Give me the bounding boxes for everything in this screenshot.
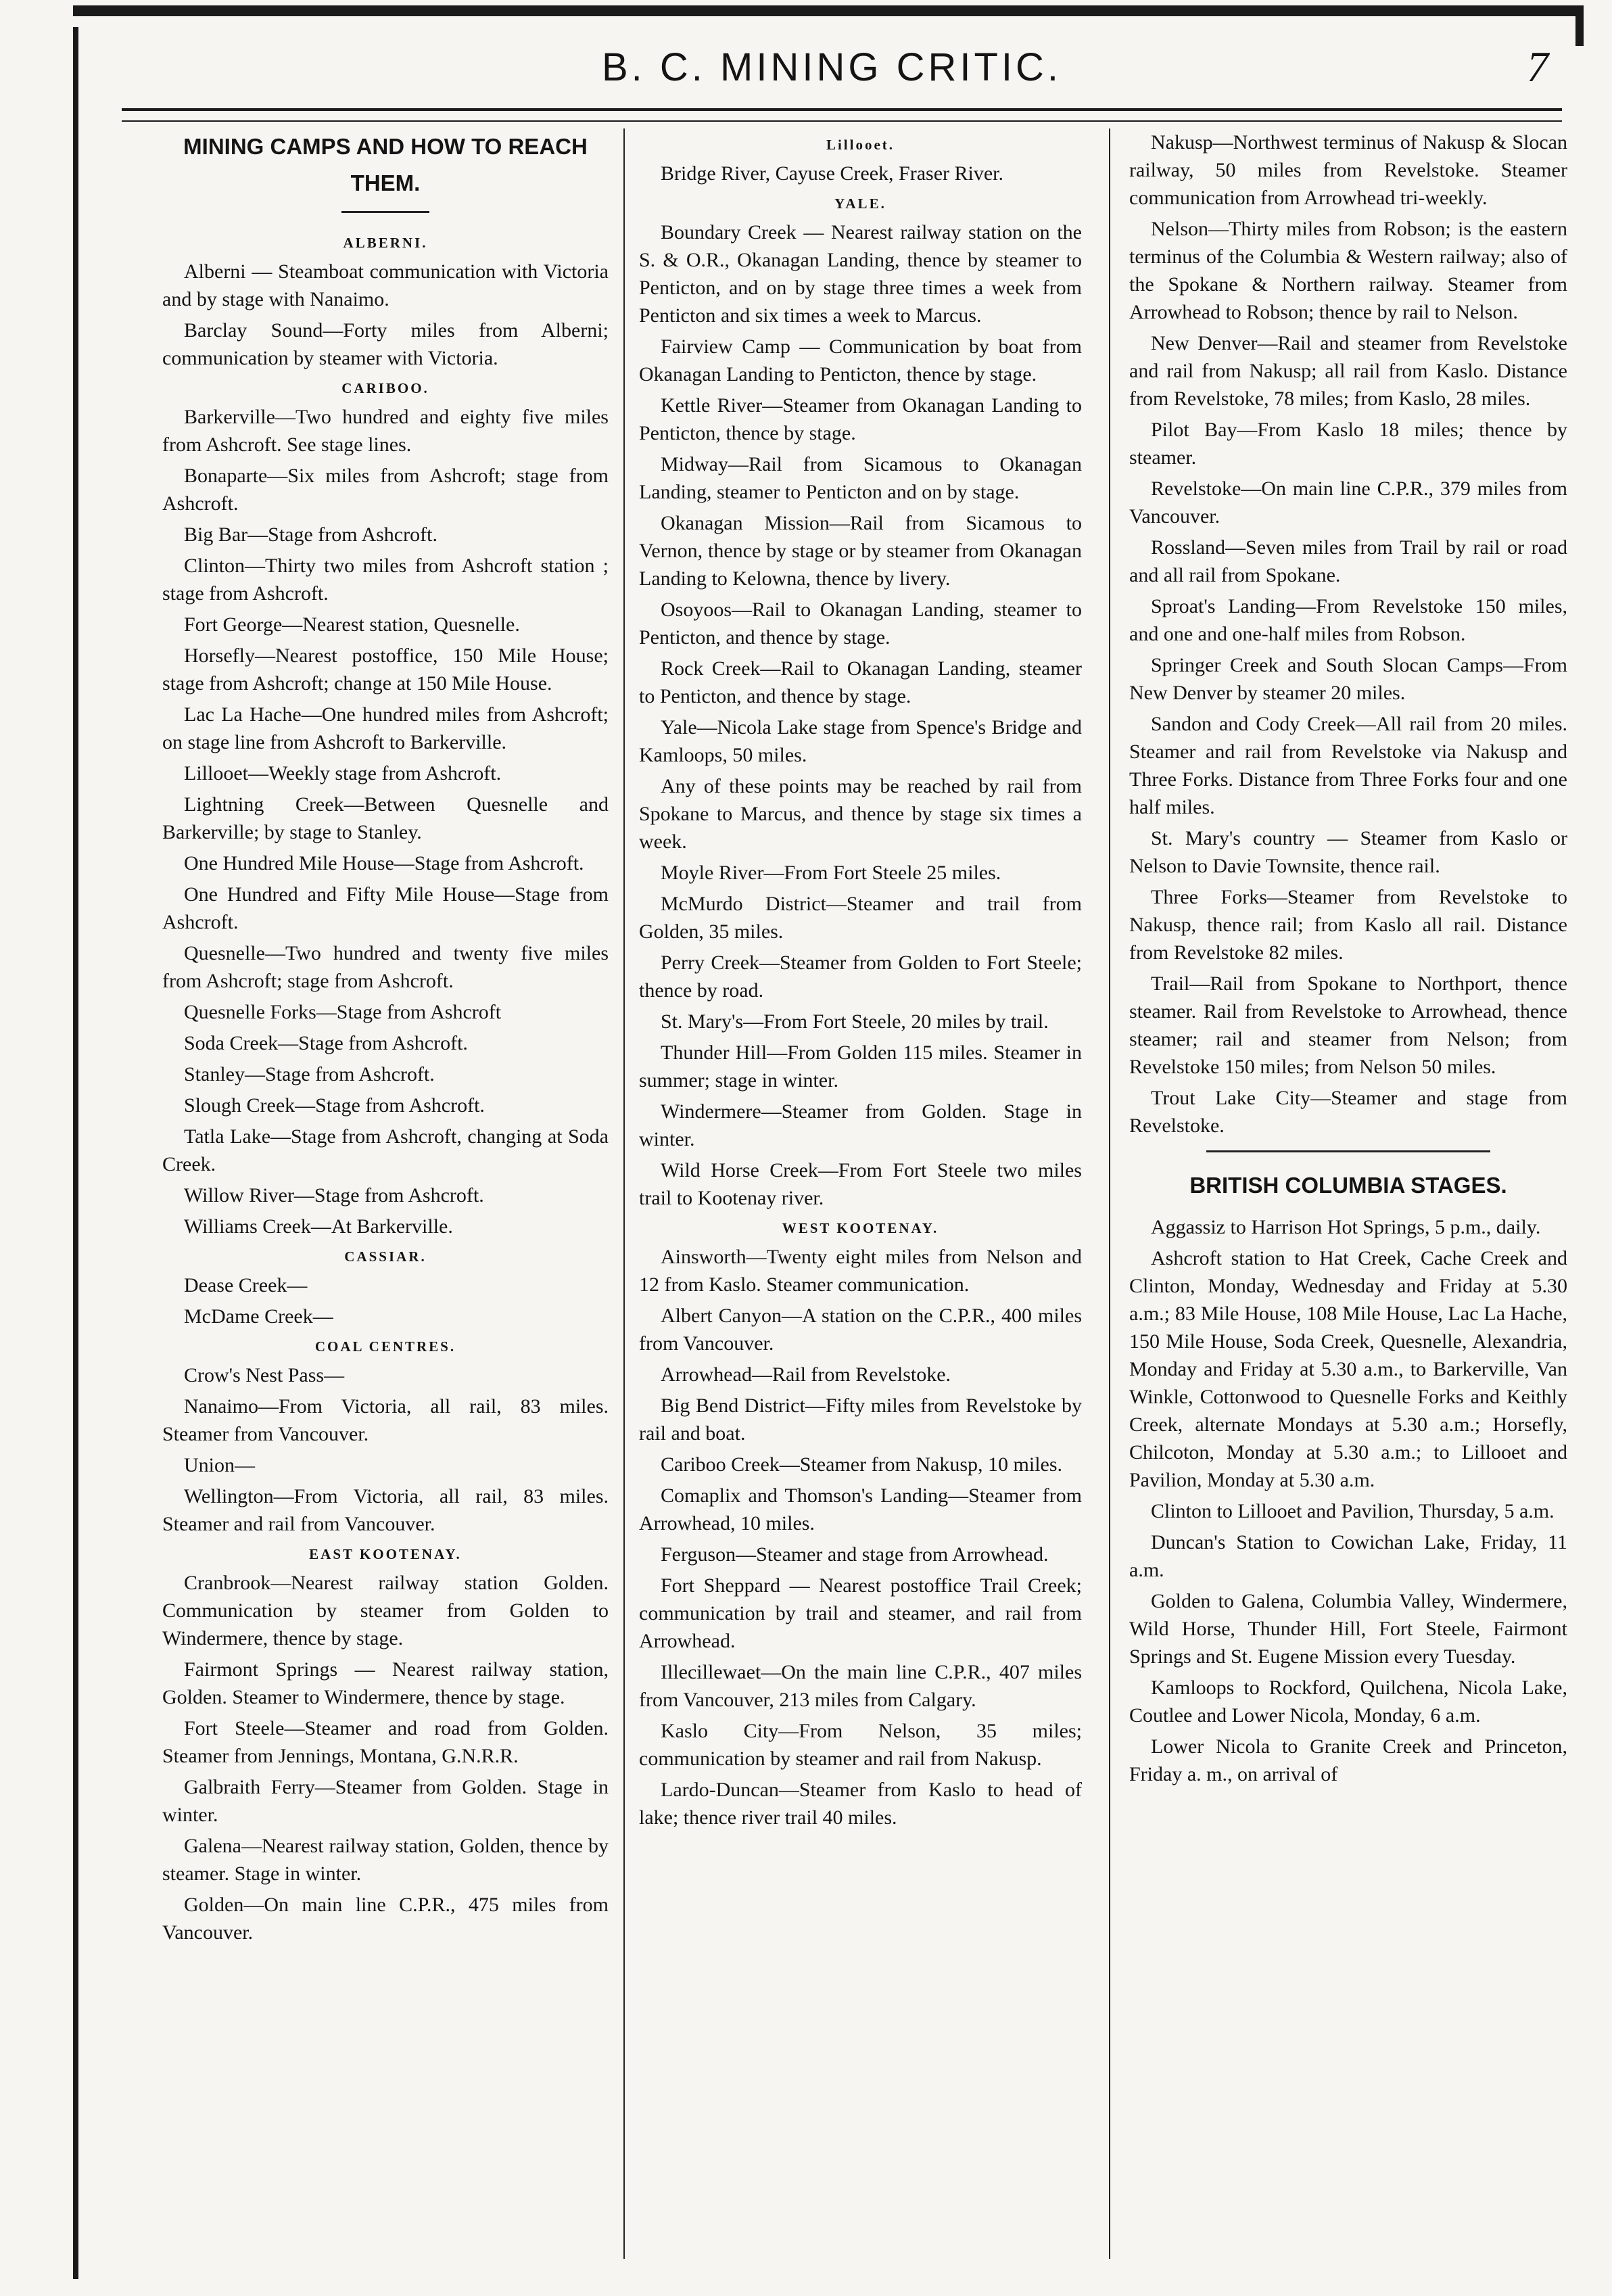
- stage-entry: Duncan's Station to Cowichan Lake, Friday, 11 a.m.: [1129, 1531, 1567, 1581]
- camp-entry: Dease Creek—: [184, 1274, 308, 1296]
- mining-camps-heading: MINING CAMPS AND HOW TO REACH THEM.: [183, 134, 588, 195]
- camp-entry: Yale—Nicola Lake stage from Spence's Bridge and Kamloops, 50 miles.: [639, 716, 1082, 766]
- camp-entry: Lac La Hache—One hundred miles from Ashcroft; on stage line from Ashcroft to Barkerville.: [162, 703, 609, 753]
- camp-entry: Alberni — Steamboat communication with Victoria and by stage with Nanaimo.: [162, 260, 609, 310]
- camp-entry: Williams Creek—At Barkerville.: [184, 1215, 453, 1238]
- camp-entry: Sandon and Cody Creek—All rail from 20 miles. Steamer and rail from Revelstoke via Nakusp and Three Forks. Distance from Three Forks four and one half miles.: [1129, 713, 1567, 818]
- camp-entry: Boundary Creek — Nearest railway station on the S. & O.R., Okanagan Landing, thence by steamer to Penticton, and on by stage three times a week from Penticton and six times a week to Marcus.: [639, 221, 1082, 327]
- camp-entry: Crow's Nest Pass—: [184, 1364, 345, 1386]
- section-heading-cariboo: CARIBOO.: [341, 380, 429, 396]
- camp-entry: Slough Creek—Stage from Ashcroft.: [184, 1094, 485, 1117]
- camp-entry: Lardo-Duncan—Steamer from Kaslo to head of lake; thence river trail 40 miles.: [639, 1779, 1082, 1829]
- camp-entry: Fort Sheppard — Nearest postoffice Trail Creek; communication by trail and steamer, and rail from Arrowhead.: [639, 1574, 1082, 1652]
- camp-entry: Moyle River—From Fort Steele 25 miles.: [661, 862, 1001, 884]
- camp-entry: Big Bar—Stage from Ashcroft.: [184, 523, 437, 546]
- camp-entry: Illecillewaet—On the main line C.P.R., 407 miles from Vancouver, 213 miles from Calgary.: [639, 1661, 1082, 1711]
- camp-entry: Cariboo Creek—Steamer from Nakusp, 10 miles.: [661, 1453, 1063, 1476]
- stages-heading: BRITISH COLUMBIA STAGES.: [1189, 1173, 1507, 1198]
- section-heading-coal-centres: COAL CENTRES.: [314, 1338, 456, 1355]
- camp-entry: Kettle River—Steamer from Okanagan Landing to Penticton, thence by stage.: [639, 394, 1082, 444]
- camp-entry: Fort Steele—Steamer and road from Golden. Steamer from Jennings, Montana, G.N.R.R.: [162, 1717, 609, 1767]
- camp-entry: Horsefly—Nearest postoffice, 150 Mile House; stage from Ashcroft; change at 150 Mile House.: [162, 645, 609, 695]
- camp-entry: Any of these points may be reached by rail from Spokane to Marcus, and thence by stage six times a week.: [639, 775, 1082, 853]
- section-heading-lillooet: Lillooet.: [826, 137, 895, 153]
- stage-entry: Clinton to Lillooet and Pavilion, Thursday, 5 a.m.: [1151, 1500, 1555, 1522]
- camp-entry: Soda Creek—Stage from Ashcroft.: [184, 1032, 468, 1054]
- camp-entry: Golden—On main line C.P.R., 475 miles from Vancouver.: [162, 1894, 609, 1944]
- camp-entry: Okanagan Mission—Rail from Sicamous to Vernon, thence by stage or by steamer from Okanagan Landing to Kelowna, thence by livery.: [639, 512, 1082, 590]
- camp-entry: Stanley—Stage from Ashcroft.: [184, 1063, 435, 1085]
- camp-entry: Kaslo City—From Nelson, 35 miles; communication by steamer and rail from Nakusp.: [639, 1720, 1082, 1770]
- camp-entry: Arrowhead—Rail from Revelstoke.: [661, 1363, 951, 1386]
- camp-entry: Albert Canyon—A station on the C.P.R., 400 miles from Vancouver.: [639, 1305, 1082, 1355]
- camp-entry: Bonaparte—Six miles from Ashcroft; stage from Ashcroft.: [162, 465, 609, 515]
- camp-entry: Wellington—From Victoria, all rail, 83 miles. Steamer and rail from Vancouver.: [162, 1485, 609, 1535]
- camp-entry: Big Bend District—Fifty miles from Revelstoke by rail and boat.: [639, 1395, 1082, 1445]
- masthead: [95, 41, 1569, 115]
- camp-entry: Lightning Creek—Between Quesnelle and Barkerville; by stage to Stanley.: [162, 793, 609, 843]
- camp-entry: Osoyoos—Rail to Okanagan Landing, steamer to Penticton, and thence by stage.: [639, 599, 1082, 649]
- camp-entry: Springer Creek and South Slocan Camps—From New Denver by steamer 20 miles.: [1129, 654, 1567, 704]
- camp-entry: Galena—Nearest railway station, Golden, thence by steamer. Stage in winter.: [162, 1835, 609, 1885]
- camp-entry: Nanaimo—From Victoria, all rail, 83 miles. Steamer from Vancouver.: [162, 1395, 609, 1445]
- camp-entry: One Hundred and Fifty Mile House—Stage from Ashcroft.: [162, 883, 609, 933]
- page-left-border: [73, 27, 78, 2279]
- camp-entry: Fort George—Nearest station, Quesnelle.: [184, 613, 520, 636]
- column-divider: [623, 128, 625, 2259]
- section-heading-cassiar: CASSIAR.: [344, 1248, 427, 1265]
- camp-entry: Barclay Sound—Forty miles from Alberni; communication by steamer with Victoria.: [162, 319, 609, 369]
- section-heading-east-kootenay: EAST KOOTENAY.: [309, 1546, 462, 1562]
- camp-entry: Sproat's Landing—From Revelstoke 150 miles, and one and one-half miles from Robson.: [1129, 595, 1567, 645]
- camp-entry: Midway—Rail from Sicamous to Okanagan Landing, steamer to Penticton and on by stage.: [639, 453, 1082, 503]
- column-divider: [1109, 128, 1110, 2259]
- page-number: 7: [1527, 43, 1548, 91]
- camp-entry: Comaplix and Thomson's Landing—Steamer from Arrowhead, 10 miles.: [639, 1484, 1082, 1534]
- camp-entry: Ainsworth—Twenty eight miles from Nelson and 12 from Kaslo. Steamer communication.: [639, 1246, 1082, 1296]
- heading-rule: [341, 211, 429, 213]
- camp-entry: Trail—Rail from Spokane to Northport, thence steamer. Rail from Revelstoke to Arrowhead, thence steamer; rail and steamer from Nelson; from Revelstoke 150 miles; from Nelson 50 miles.: [1129, 973, 1567, 1078]
- section-heading-west-kootenay: WEST KOOTENAY.: [782, 1220, 939, 1236]
- camp-entry: Rock Creek—Rail to Okanagan Landing, steamer to Penticton, and thence by stage.: [639, 657, 1082, 707]
- camp-entry: Revelstoke—On main line C.P.R., 379 miles from Vancouver.: [1129, 477, 1567, 528]
- newspaper-title: B. C. MINING CRITIC.: [602, 45, 1062, 89]
- masthead-rule: [122, 108, 1562, 122]
- camp-entry: New Denver—Rail and steamer from Revelstoke and rail from Nakusp; all rail from Kaslo. Distance from Revelstoke, 78 miles; from Kaslo, 28 miles.: [1129, 332, 1567, 410]
- camp-entry: Nakusp—Northwest terminus of Nakusp & Slocan railway, 50 miles from Revelstoke. Steamer communication from Arrowhead tri-weekly.: [1129, 131, 1567, 209]
- camp-entry: One Hundred Mile House—Stage from Ashcroft.: [184, 852, 584, 874]
- page-right-border: [1575, 5, 1584, 46]
- camp-entry: St. Mary's—From Fort Steele, 20 miles by trail.: [661, 1010, 1049, 1033]
- camp-entry: McMurdo District—Steamer and trail from Golden, 35 miles.: [639, 893, 1082, 943]
- stage-entry: Aggassiz to Harrison Hot Springs, 5 p.m., daily.: [1151, 1216, 1541, 1238]
- camp-entry: Pilot Bay—From Kaslo 18 miles; thence by steamer.: [1129, 419, 1567, 469]
- camp-entry: Trout Lake City—Steamer and stage from Revelstoke.: [1129, 1087, 1567, 1137]
- camp-entry: Quesnelle—Two hundred and twenty five miles from Ashcroft; stage from Ashcroft.: [162, 942, 609, 992]
- section-heading-yale: YALE.: [834, 195, 886, 212]
- camp-entry: Quesnelle Forks—Stage from Ashcroft: [184, 1001, 502, 1023]
- page-top-border: [73, 5, 1581, 16]
- camp-entry: Perry Creek—Steamer from Golden to Fort Steele; thence by road.: [639, 952, 1082, 1002]
- camp-entry: Union—: [184, 1454, 255, 1476]
- camp-entry: Tatla Lake—Stage from Ashcroft, changing at Soda Creek.: [162, 1125, 609, 1175]
- section-rule: [1206, 1150, 1490, 1152]
- stage-entry: Golden to Galena, Columbia Valley, Windermere, Wild Horse, Thunder Hill, Fort Steele, Fairmont Springs and St. Eugene Mission every Tuesday.: [1129, 1590, 1567, 1668]
- camp-entry: Lillooet—Weekly stage from Ashcroft.: [184, 762, 502, 784]
- column-1: [162, 128, 609, 2279]
- camp-entry: Galbraith Ferry—Steamer from Golden. Stage in winter.: [162, 1776, 609, 1826]
- stage-entry: Ashcroft station to Hat Creek, Cache Creek and Clinton, Monday, Wednesday and Friday at 5.30 a.m.; 83 Mile House, 108 Mile House, Lac La Hache, 150 Mile House, Soda Creek, Quesnelle, Alexandria, Monday and Friday at 5.30 a.m., to Barkerville, Van Winkle, Cottonwood to Quesnelle Forks and Keithly Creek, alternate Mondays at 5.30 a.m.; Horsefly, Chilcoton, Monday at 5.30 a.m.; to Lillooet and Pavilion, Monday at 5.30 a.m.: [1129, 1247, 1567, 1491]
- camp-entry: Three Forks—Steamer from Revelstoke to Nakusp, thence rail; from Kaslo all rail. Distance from Revelstoke 82 miles.: [1129, 886, 1567, 964]
- camp-entry: Thunder Hill—From Golden 115 miles. Steamer in summer; stage in winter.: [639, 1041, 1082, 1092]
- column-3: [1129, 128, 1567, 2279]
- camp-entry: Fairview Camp — Communication by boat from Okanagan Landing to Penticton, thence by stage.: [639, 335, 1082, 385]
- column-2: [639, 128, 1082, 2279]
- camp-entry: Wild Horse Creek—From Fort Steele two miles trail to Kootenay river.: [639, 1159, 1082, 1209]
- camp-entry: Rossland—Seven miles from Trail by rail or road and all rail from Spokane.: [1129, 536, 1567, 586]
- section-heading-alberni: ALBERNI.: [343, 235, 428, 251]
- stage-entry: Lower Nicola to Granite Creek and Princeton, Friday a. m., on arrival of: [1129, 1735, 1567, 1785]
- camp-entry: Fairmont Springs — Nearest railway station, Golden. Steamer to Windermere, thence by stage.: [162, 1658, 609, 1708]
- camp-entry: Bridge River, Cayuse Creek, Fraser River.: [661, 162, 1004, 185]
- camp-entry: Windermere—Steamer from Golden. Stage in winter.: [639, 1100, 1082, 1150]
- camp-entry: Barkerville—Two hundred and eighty five miles from Ashcroft. See stage lines.: [162, 406, 609, 456]
- camp-entry: St. Mary's country — Steamer from Kaslo or Nelson to Davie Townsite, thence rail.: [1129, 827, 1567, 877]
- camp-entry: Nelson—Thirty miles from Robson; is the eastern terminus of the Columbia & Western railway; also of the Spokane & Northern railway. Steamer from Arrowhead to Robson; thence by rail to Nelson.: [1129, 218, 1567, 323]
- camp-entry: Ferguson—Steamer and stage from Arrowhead.: [661, 1543, 1049, 1566]
- camp-entry: Willow River—Stage from Ashcroft.: [184, 1184, 484, 1206]
- camp-entry: Cranbrook—Nearest railway station Golden. Communication by steamer from Golden to Windermere, thence by stage.: [162, 1572, 609, 1649]
- camp-entry: McDame Creek—: [184, 1305, 333, 1328]
- camp-entry: Clinton—Thirty two miles from Ashcroft station ; stage from Ashcroft.: [162, 555, 609, 605]
- stage-entry: Kamloops to Rockford, Quilchena, Nicola Lake, Coutlee and Lower Nicola, Monday, 6 a.m.: [1129, 1677, 1567, 1727]
